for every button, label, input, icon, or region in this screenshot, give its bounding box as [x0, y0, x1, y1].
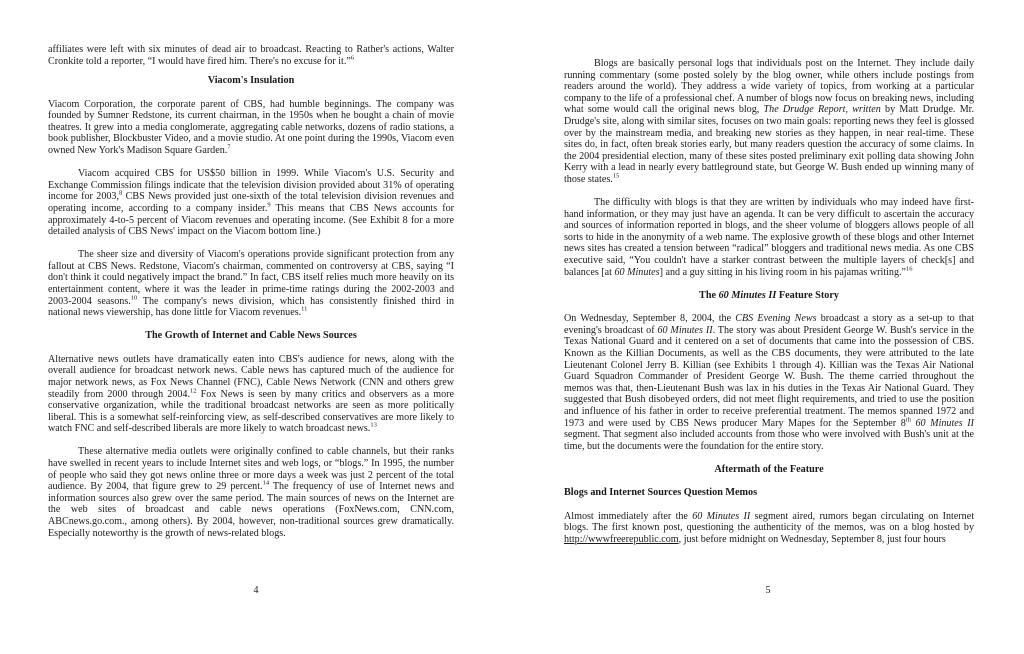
paragraph: The difficulty with blogs is that they are written by individuals who may indeed have first-hand information, or they may just have an agenda. It can be very difficult to ascertain the accuracy and sources of information reported in blogs, and the sheer volume of bloggers allows people of all sorts to hide in the anonymity of a web name. The explosive growth of these blogs and other Internet news sites has created a tension between “radical” bloggers and traditional news media. As one CBS executive said, “You couldn't have a starker contrast between the multiple layers of check[s] and balances [at 60 Minutes] and a guy sitting in his living room in his pajamas writing.”$^{16}$: [564, 197, 974, 278]
paragraph: These alternative media outlets were originally confined to cable channels, but their ranks have swelled in recent years to include Internet sites and web logs, or “blogs.” In 1995, the number of people who said they got news online three or more days a week was just 2 percent of the total audience. By 2004, that figure grew to 29 percent.$^{14}$ The frequency of use of Internet news and information sources also grew over the same period. The main sources of news on the Internet are the web sites of broadcast and cable news operations (FoxNews.com, CNN.com, ABCnews.go.com., among others). By 2004, however, non-traditional sources grew dramatically. Especially noteworthy is the growth of news-related blogs.: [48, 446, 454, 539]
paragraph: On Wednesday, September 8, 2004, the CBS Evening News broadcast a story as a set-up to that evening's broadcast of 60 Minutes II. The story was about President George W. Bush's service in the Texas National Guard and it centered on a set of documents that came into the possession of CBS. Known as the Killian Documents, as well as the CBS documents, they were attributed to the late Lieutenant Colonel Jerry B. Killian (see Exhibits 1 through 4). Killian was the Texas Air National Guard Squadron Commander of President George W. Bush. The theme carried throughout the memos was that, then-Lieutenant Bush was lax in his duties in the Texas Air National Guard. They suggested that Bush disobeyed orders, did not meet flight requirements, and tried to use the position and influence of his father in order to receive preferential treatment. The memos spanned 1972 and 1973 and were used by CBS News producer Mary Mapes for the September 8th 60 Minutes II segment. That segment also included accounts from those who were involved with Bush's unit at the time, but the documents were the foundation for the entire story.: [564, 313, 975, 452]
heading-growth-internet-cable: The Growth of Internet and Cable News Sources: [145, 330, 357, 342]
paragraph-continued: affiliates were left with six minutes of dead air to broadcast. Reacting to Rather's actions, Walter Cronkite told a reporter, “I would have fired him. There's no excuse for it.”$^6$: [48, 44, 454, 67]
page-number: 5: [765, 585, 771, 596]
freerepublic-link[interactable]: http://wwwfreerepublic.com: [564, 534, 679, 545]
paragraph: Viacom acquired CBS for US$50 billion in 1999. While Viacom's U.S. Security and Exchange Commission filings indicate that the television division provided about 31% of operating income for 2003,$^8$ CBS News provided just one-sixth of the total television division revenues and operating income, according to a company insider.$^9$ This means that CBS News accounts for approximately 4-to-5 percent of Viacom revenues and operating income. (See Exhibit 8 for a more detailed analysis of CBS News' impact on the Viacom bottom line.): [48, 168, 454, 238]
paragraph: Viacom Corporation, the corporate parent of CBS, had humble beginnings. The company was founded by Sumner Redstone, its current chairman, in the 1950s when he bought a chain of movie theatres. It grew into a media conglomerate, aggregating cable networks, dozens of radio stations, a book publisher, Blockbuster Video, and a movie studio. At one point during the 1990s, Viacom even owned New York's Madison Square Garden.$^7$: [48, 98, 454, 157]
paragraph: Alternative news outlets have dramatically eaten into CBS's audience for news, along with the overall audience for broadcast network news. Cable news has captured much of the audience for major network news, as Fox News Channel (FNC), Cable News Network (CNN and others grew steadily from 2000 through 2004.12 Fox News is seen by many critics and observers as a more conservative organization, while the traditional broadcast networks are seen as more politically liberal. This is a somewhat self-reinforcing view, as self-described conservatives are more likely to watch FNC and self-described liberals are more likely to watch broadcast news.$^{13}$: [48, 353, 454, 435]
page-number: 4: [253, 585, 259, 596]
heading-aftermath: Aftermath of the Feature: [714, 463, 824, 475]
paragraph: Blogs are basically personal logs that individuals post on the Internet. They include daily running commentary (some posted solely by the blog owner, while others include postings from readers around the world). They address a wide variety of topics, from working at a particular company to the life of a professional chef. A number of blogs now focus on breaking news, including what some would call the original news blog, The Drudge Report, written by Matt Drudge. Mr. Drudge's site, along with similar sites, focuses on two main goals: reporting news they feel is glossed over by the mainstream media, and breaking new stories as they happen, in near real-time. These sites do, in fact, often break stories early, but many readers question the accuracy of some claims. In the 2004 presidential election, many of these sites posted preliminary exit polling data showing John Kerry with a lead in nearly every battleground state, but George W. Bush ended up winning many of those states.$^{15}$: [564, 58, 974, 185]
page-right: [512, 0, 1024, 654]
paragraph: Almost immediately after the 60 Minutes II segment aired, rumors began circulating on Internet blogs. The first known post, questioning the authenticity of the memos, was on a blog hosted by http://wwwfreerepublic.com, just before midnight on Wednesday, September 8, just four hours: [564, 510, 974, 545]
heading-viacom-insulation: Viacom's Insulation: [207, 75, 295, 87]
heading-feature-story: The 60 Minutes II Feature Story: [699, 289, 839, 301]
paragraph: The sheer size and diversity of Viacom's operations provide significant protection from any fallout at CBS News. Redstone, Viacom's chairman, commented on controversy at CBS, saying “I don't think it could negatively impact the brand.” In fact, CBS itself relies much more heavily on its entertainment content, where it was the leader in prime-time ratings during the 2002-2003 and 2003-2004 seasons.$^{10}$ The company's news division, which has consistently finished third in national news viewership, has done little for Viacom revenues.$^{11}$: [48, 249, 454, 319]
heading-blogs-question-memos: Blogs and Internet Sources Question Memos: [564, 487, 758, 499]
